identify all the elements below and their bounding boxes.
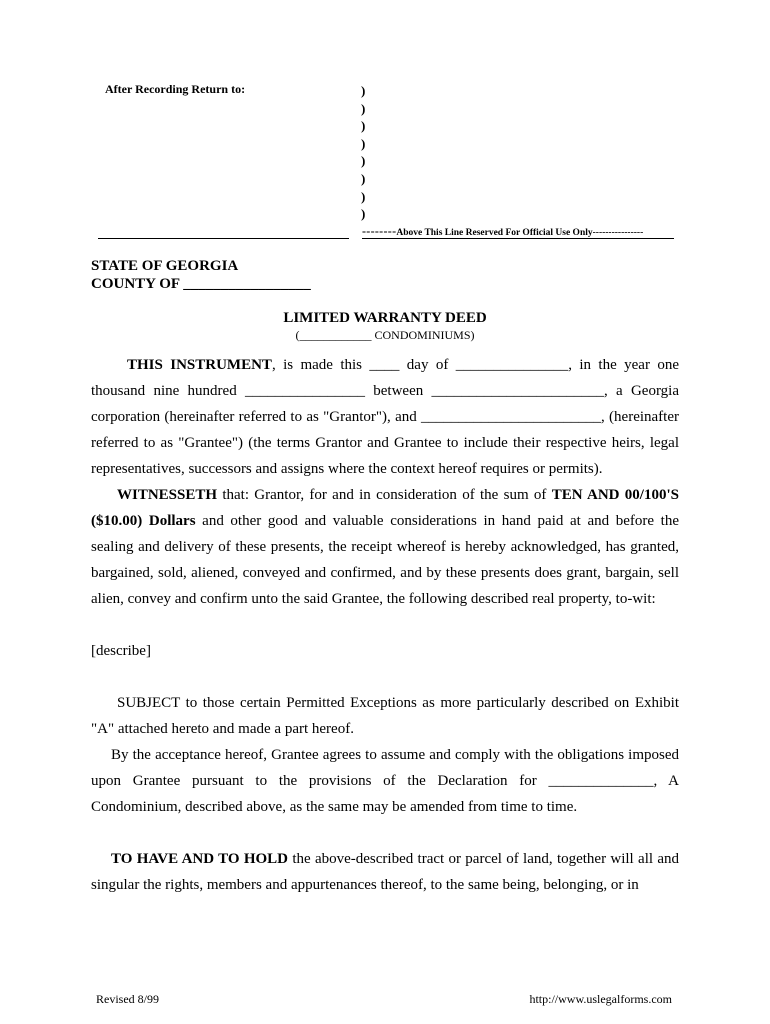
divider-right <box>362 238 674 239</box>
official-use-notice <box>362 224 643 239</box>
divider-left <box>98 238 349 239</box>
paragraph-subject: SUBJECT to those certain Permitted Exceptions as more particularly described on Exhibit "A" attached hereto and made a part hereof. <box>91 695 679 737</box>
paragraph-acceptance: By the acceptance hereof, Grantee agrees to assume and comply with the obligations imposed upon Grantee pursuant to the provisions of the Declaration for ______________, A Condominium, described above, as the same may be amended from time to time. <box>91 747 679 815</box>
return-label: After Recording Return to: <box>105 82 246 96</box>
bold-text: TO HAVE AND TO HOLD <box>111 851 289 867</box>
paren: ) <box>361 170 366 186</box>
recording-parens <box>361 82 365 223</box>
county-line: COUNTY OF _________________ <box>91 276 311 292</box>
bold-text: THIS INSTRUMENT <box>127 357 272 373</box>
deed-body <box>91 352 679 898</box>
paren: ) <box>361 135 366 151</box>
paragraph-instrument <box>91 352 679 482</box>
state-county-block <box>91 257 311 293</box>
official-dashes: -------- <box>362 224 397 238</box>
state-line: STATE OF GEORGIA <box>91 258 239 274</box>
footer-revised: Revised 8/99 <box>96 992 159 1006</box>
paragraph-text: the above-described tract or parcel of land, together will all and singular the rights, members and appurtenances thereof, to the same being, belonging, or in <box>91 851 679 893</box>
describe-placeholder: [describe] <box>91 643 151 659</box>
official-text: Above This Line Reserved For Official Use Only---------------- <box>396 228 644 238</box>
paren: ) <box>361 206 366 222</box>
paren: ) <box>361 100 366 116</box>
paren: ) <box>361 153 366 169</box>
paragraph-text: and other good and valuable considerations in hand paid at and before the sealing and delivery of these presents, the receipt whereof is hereby acknowledged, has granted, bargained, sold, aliened, conveyed and confirmed, and by these presents does grant, bargain, sell alien, convey and confirm unto the said Grantee, the following described real property, to-wit: <box>91 513 679 607</box>
paren: ) <box>361 83 366 98</box>
paren: ) <box>361 118 366 134</box>
bold-text: TEN AND 00/100'S ($10.00) Dollars <box>91 487 679 529</box>
paragraph-witnesseth <box>91 482 679 612</box>
bold-text: WITNESSETH <box>117 487 218 503</box>
paragraph-text: that: Grantor, for and in consideration of the sum of <box>217 487 552 503</box>
deed-title: LIMITED WARRANTY DEED <box>283 310 487 326</box>
footer-url[interactable]: http://www.uslegalforms.com <box>529 992 672 1006</box>
deed-subtitle: (____________ CONDOMINIUMS) <box>295 328 475 342</box>
paragraph-habendum <box>91 846 679 898</box>
paragraph-text: , is made this ____ day of _______________, in the year one thousand nine hundred ________________ between _______________________, a Georgia corporation (hereinafter referred to as "Grantor"), and ________________________, (hereinafter referred to as "Grantee") (the terms Grantor and Grantee to include their respective heirs, legal representatives, successors and assigns where the context hereof requires or permits). <box>91 357 679 477</box>
paren: ) <box>361 188 366 204</box>
